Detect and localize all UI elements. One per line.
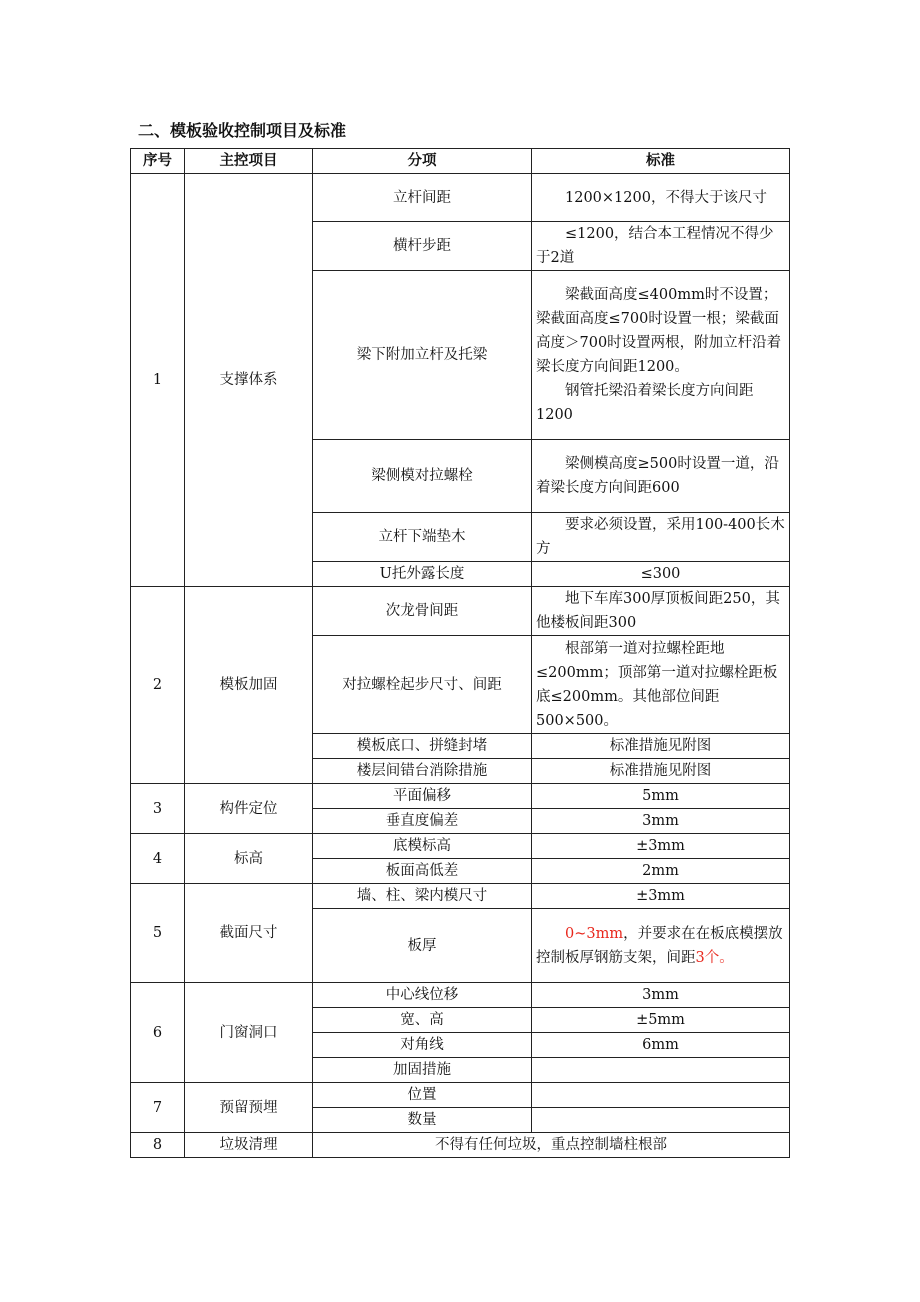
standard-cell	[532, 587, 790, 636]
header-index: 序号	[131, 149, 185, 174]
table-header-row	[131, 149, 790, 174]
sub-item: 梁下附加立杆及托梁	[313, 271, 532, 440]
standard-text: 地下车库300厚顶板间距250，其他楼板间距300	[536, 591, 780, 631]
standard-text: 根部第一道对拉螺栓距地≤200mm；顶部第一道对拉螺栓距板底≤200mm。其他部位间距500×500。	[536, 640, 778, 729]
standard-cell: ±5mm	[532, 1008, 790, 1033]
group-number: 5	[131, 884, 185, 983]
sub-item: 楼层间错台消除措施	[313, 759, 532, 784]
sub-item: 墙、柱、梁内模尺寸	[313, 884, 532, 909]
standard-cell	[532, 1083, 790, 1108]
sub-item: U托外露长度	[313, 562, 532, 587]
standard-cell	[532, 513, 790, 562]
standard-cell: ±3mm	[532, 884, 790, 909]
table-row	[131, 983, 790, 1008]
standard-cell	[532, 1058, 790, 1083]
standard-cell: 6mm	[532, 1033, 790, 1058]
standard-cell: 2mm	[532, 859, 790, 884]
sub-item: 横杆步距	[313, 222, 532, 271]
standard-cell: ≤300	[532, 562, 790, 587]
sub-item: 对角线	[313, 1033, 532, 1058]
merged-standard-cell: 不得有任何垃圾，重点控制墙柱根部	[313, 1133, 790, 1158]
table-row	[131, 174, 790, 222]
standard-text: 要求必须设置，采用100-400长木方	[536, 517, 785, 557]
table-row	[131, 587, 790, 636]
sub-item: 模板底口、拼缝封堵	[313, 734, 532, 759]
sub-item: 对拉螺栓起步尺寸、间距	[313, 636, 532, 734]
group-number: 7	[131, 1083, 185, 1133]
sub-item: 加固措施	[313, 1058, 532, 1083]
count-highlight: 3个。	[695, 949, 734, 966]
main-item: 支撑体系	[185, 174, 313, 587]
standard-text: 梁截面高度≤400mm时不设置；梁截面高度≤700时设置一根；梁截面高度＞700时设置两根，附加立杆沿着梁长度方向间距1200。	[536, 287, 782, 375]
standard-cell: 3mm	[532, 983, 790, 1008]
sub-item: 立杆下端垫木	[313, 513, 532, 562]
main-item: 标高	[185, 834, 313, 884]
standard-text: 梁侧模高度≥500时设置一道，沿着梁长度方向间距600	[536, 456, 779, 496]
standard-cell	[532, 909, 790, 983]
standard-cell	[532, 1108, 790, 1133]
main-item: 垃圾清理	[185, 1133, 313, 1158]
standard-cell	[532, 271, 790, 440]
standard-text: ≤1200，结合本工程情况不得少于2道	[536, 226, 774, 266]
table-row	[131, 834, 790, 859]
group-number: 4	[131, 834, 185, 884]
sub-item: 宽、高	[313, 1008, 532, 1033]
tolerance-highlight: 0~3mm	[565, 925, 624, 942]
header-standard: 标准	[532, 149, 790, 174]
standard-cell: 3mm	[532, 809, 790, 834]
standard-cell: ±3mm	[532, 834, 790, 859]
header-main-item: 主控项目	[185, 149, 313, 174]
standard-cell: 5mm	[532, 784, 790, 809]
sub-item: 数量	[313, 1108, 532, 1133]
group-number: 2	[131, 587, 185, 784]
sub-item: 板厚	[313, 909, 532, 983]
group-number: 3	[131, 784, 185, 834]
group-number: 1	[131, 174, 185, 587]
sub-item: 板面高低差	[313, 859, 532, 884]
page-title: 二、模板验收控制项目及标准	[138, 121, 347, 140]
group-number: 8	[131, 1133, 185, 1158]
standard-text	[536, 922, 785, 970]
acceptance-standards-table	[130, 148, 790, 1158]
standard-text: 1200×1200，不得大于该尺寸	[565, 189, 767, 206]
header-sub-item: 分项	[313, 149, 532, 174]
table-row	[131, 1083, 790, 1108]
standard-cell: 标准措施见附图	[532, 734, 790, 759]
sub-item: 立杆间距	[313, 174, 532, 222]
standard-cell	[532, 636, 790, 734]
table-row	[131, 1133, 790, 1158]
sub-item: 中心线位移	[313, 983, 532, 1008]
table-row	[131, 784, 790, 809]
standard-text: 钢管托梁沿着梁长度方向间距1200	[536, 383, 754, 423]
standard-cell: 标准措施见附图	[532, 759, 790, 784]
main-item: 模板加固	[185, 587, 313, 784]
sub-item: 次龙骨间距	[313, 587, 532, 636]
group-number: 6	[131, 983, 185, 1083]
sub-item: 位置	[313, 1083, 532, 1108]
main-item: 门窗洞口	[185, 983, 313, 1083]
main-item: 预留预埋	[185, 1083, 313, 1133]
sub-item: 底模标高	[313, 834, 532, 859]
standard-cell	[532, 222, 790, 271]
sub-item: 垂直度偏差	[313, 809, 532, 834]
table-row	[131, 884, 790, 909]
standard-cell	[532, 174, 790, 222]
standard-text-middle: ，并要求在在板底模摆放控制板厚钢筋支架，间距	[536, 925, 783, 966]
sub-item: 梁侧模对拉螺栓	[313, 440, 532, 513]
standard-cell	[532, 440, 790, 513]
sub-item: 平面偏移	[313, 784, 532, 809]
main-item: 截面尺寸	[185, 884, 313, 983]
main-item: 构件定位	[185, 784, 313, 834]
